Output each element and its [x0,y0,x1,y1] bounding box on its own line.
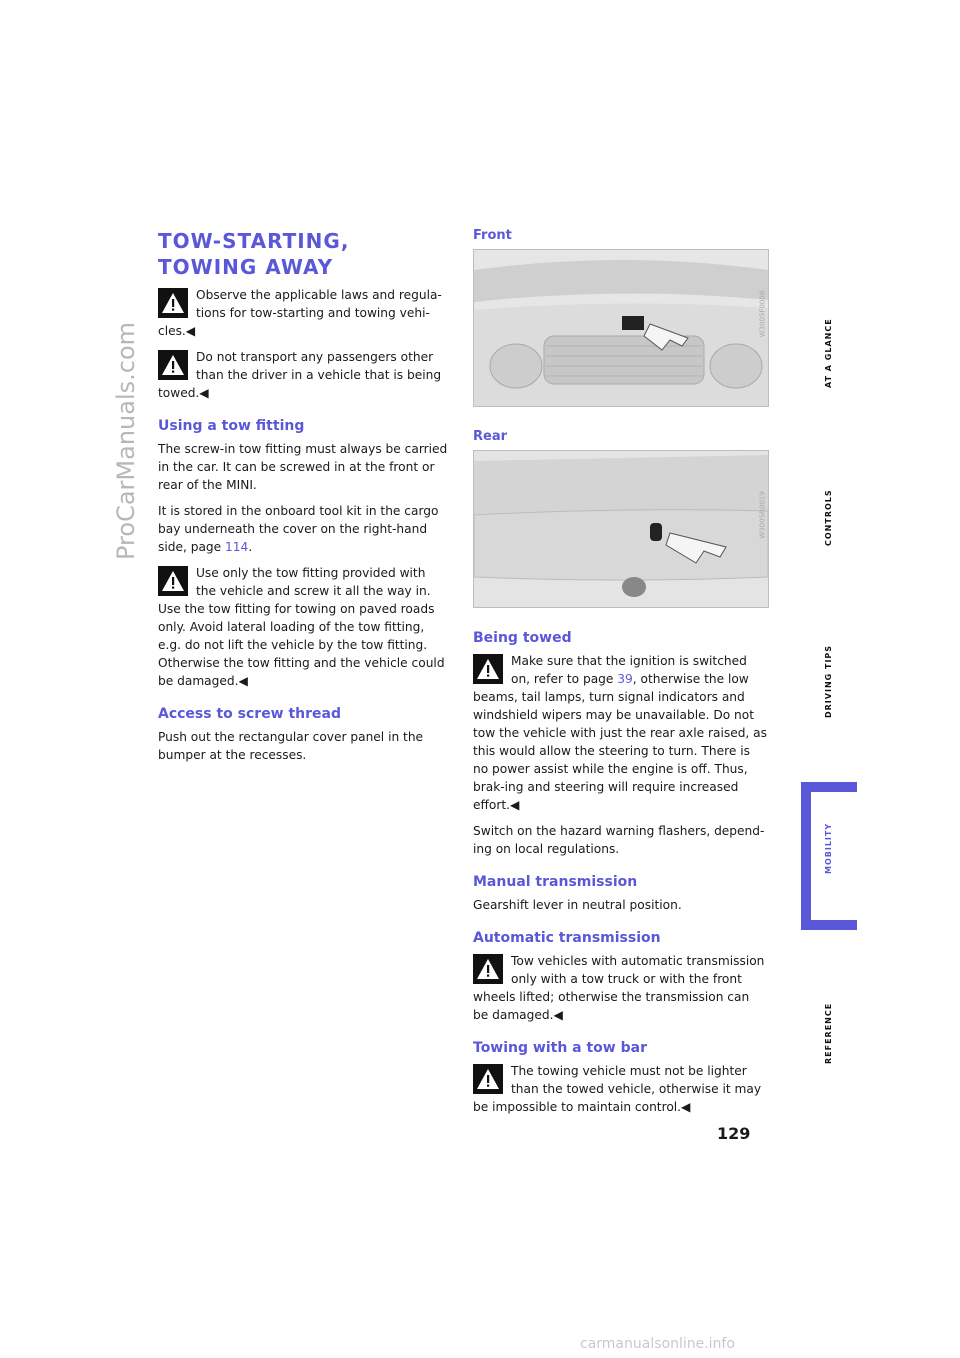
warning-triangle-icon [473,654,503,684]
section-heading-being-towed: Being towed [473,630,572,646]
watermark-carmanualsonline: carmanualsonline.info [580,1336,735,1352]
warning-block-automatic [473,952,768,1024]
warning-block-tow-fitting [158,564,448,690]
paragraph: Gearshift lever in neutral position. [473,898,682,912]
page-link-39[interactable]: 39 [617,672,633,686]
warning-text: Use only the tow fitting provided with the vehicle and screw it all the way in. Use the tow fitting for towing on paved roads only. Avoid lateral loading of the tow fitting, e.g. do not lift the vehicle by the tow fitting. Otherwise the tow fitting and the vehicle could be damaged.◀ [158,566,445,688]
right-column [473,228,768,1124]
front-bumper-illustration [473,249,769,407]
warning-triangle-icon [473,954,503,984]
warning-block-passengers [158,348,448,402]
image-code: W3005R0019 [758,491,767,539]
warning-triangle-icon [158,288,188,318]
left-column [158,228,448,772]
warning-block-tow-bar [473,1062,768,1116]
warning-text: The towing vehicle must not be lighter than the towed vehicle, otherwise it may be impossible to maintain control.◀ [473,1064,762,1114]
paragraph: It is stored in the onboard tool kit in the cargo bay underneath the cover on the right-hand side, page 114. [158,504,439,554]
warning-text: Make sure that the ignition is switched on, refer to page 39, otherwise the low beams, tail lamps, turn signal indicators and windshield wipers may be unavailable. Do not tow the vehicle with just the rear axle raised, as this would allow the steering to turn. There is no power assist while the engine is off. Thus, brak-ing and steering will require increased effort.◀ [473,654,767,812]
warning-text: Observe the applicable laws and regula-tions for tow-starting and towing vehi-cles.◀ [158,288,442,338]
page-number: 129 [717,1124,751,1143]
section-heading-tow-fitting: Using a tow fitting [158,418,305,434]
rear-bumper-illustration [473,450,769,608]
paragraph: Switch on the hazard warning flashers, depend-ing on local regulations. [473,824,765,856]
warning-block-laws [158,286,448,340]
side-tab-driving-tips[interactable]: DRIVING TIPS [824,644,833,718]
paragraph: The screw-in tow fitting must always be carried in the car. It can be screwed in at the front or rear of the MINI. [158,442,448,492]
warning-triangle-icon [473,1064,503,1094]
warning-text: Do not transport any passengers other than the driver in a vehicle that is being towed.◀ [158,350,442,400]
side-tab-at-a-glance[interactable]: AT A GLANCE [824,318,833,388]
section-heading-screw-thread: Access to screw thread [158,706,342,722]
figure-heading-rear: Rear [473,429,508,444]
side-tab-mobility[interactable]: MOBILITY [824,822,833,874]
image-code: W3005F0008 [758,290,767,338]
warning-triangle-icon [158,566,188,596]
section-heading-automatic: Automatic transmission [473,930,661,946]
warning-text: Tow vehicles with automatic transmission only with a tow truck or with the front wheels lifted; otherwise the transmission can be damaged.◀ [473,954,765,1022]
page-link-114[interactable]: 114 [225,540,249,554]
page-title: TOW-STARTING, TOWING AWAY [158,229,350,279]
watermark-procarmanuals: ProCarManuals.com [112,321,140,560]
figure-heading-front: Front [473,228,512,243]
side-tab-controls[interactable]: CONTROLS [824,489,833,546]
section-heading-tow-bar: Towing with a tow bar [473,1040,647,1056]
paragraph: Push out the rectangular cover panel in the bumper at the recesses. [158,730,424,762]
side-tab-reference[interactable]: REFERENCE [824,1002,833,1064]
warning-triangle-icon [158,350,188,380]
section-heading-manual: Manual transmission [473,874,638,890]
warning-block-ignition [473,652,768,814]
